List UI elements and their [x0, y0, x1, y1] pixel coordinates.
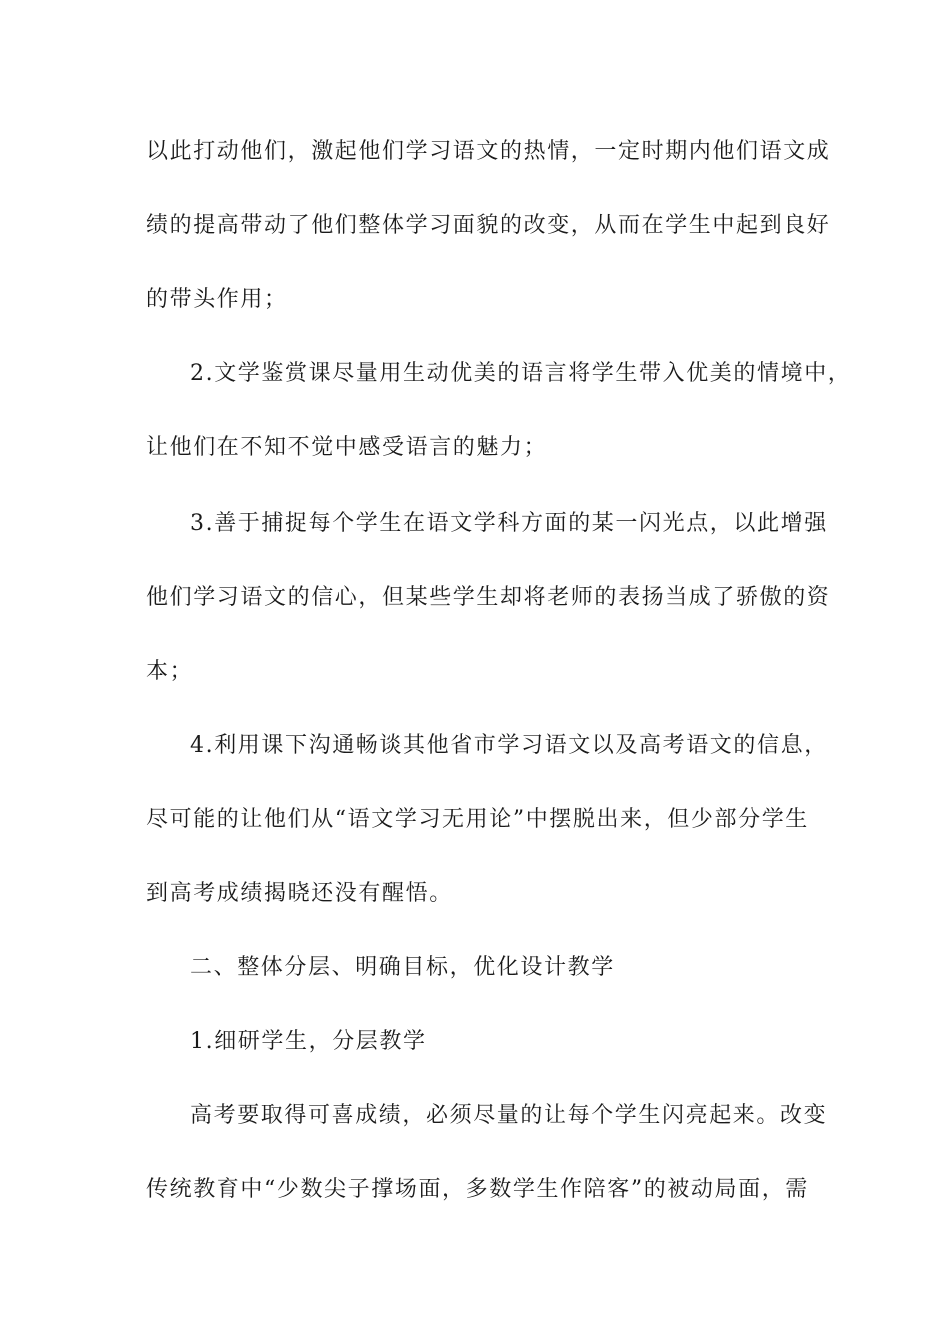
text-line: 的带头作用；: [146, 287, 288, 312]
text-line: 传统教育中“少数尖子撑场面，多数学生作陪客”的被动局面，需: [146, 1177, 809, 1202]
text-line: 让他们在不知不觉中感受语言的魅力；: [146, 435, 548, 460]
list-item-3: 3.善于捕捉每个学生在语文学科方面的某一闪光点，以此增强: [190, 511, 828, 536]
list-item-4: 4.利用课下沟通畅谈其他省市学习语文以及高考语文的信息，: [190, 733, 828, 758]
text-line: 他们学习语文的信心，但某些学生却将老师的表扬当成了骄傲的资: [146, 585, 831, 610]
text-line: 本；: [146, 659, 194, 684]
text-line: 绩的提高带动了他们整体学习面貌的改变，从而在学生中起到良好: [146, 213, 831, 238]
paragraph-start: 高考要取得可喜成绩，必须尽量的让每个学生闪亮起来。改变: [190, 1103, 828, 1128]
text-line: 以此打动他们，激起他们学习语文的热情，一定时期内他们语文成: [146, 139, 831, 164]
list-item-2: 2.文学鉴赏课尽量用生动优美的语言将学生带入优美的情境中，: [190, 361, 852, 386]
text-line: 尽可能的让他们从“语文学习无用论”中摆脱出来，但少部分学生: [146, 807, 809, 832]
text-line: 到高考成绩揭晓还没有醒悟。: [146, 881, 453, 906]
section-heading: 二、整体分层、明确目标，优化设计教学: [190, 955, 615, 980]
subsection-heading: 1.细研学生，分层教学: [190, 1029, 427, 1054]
